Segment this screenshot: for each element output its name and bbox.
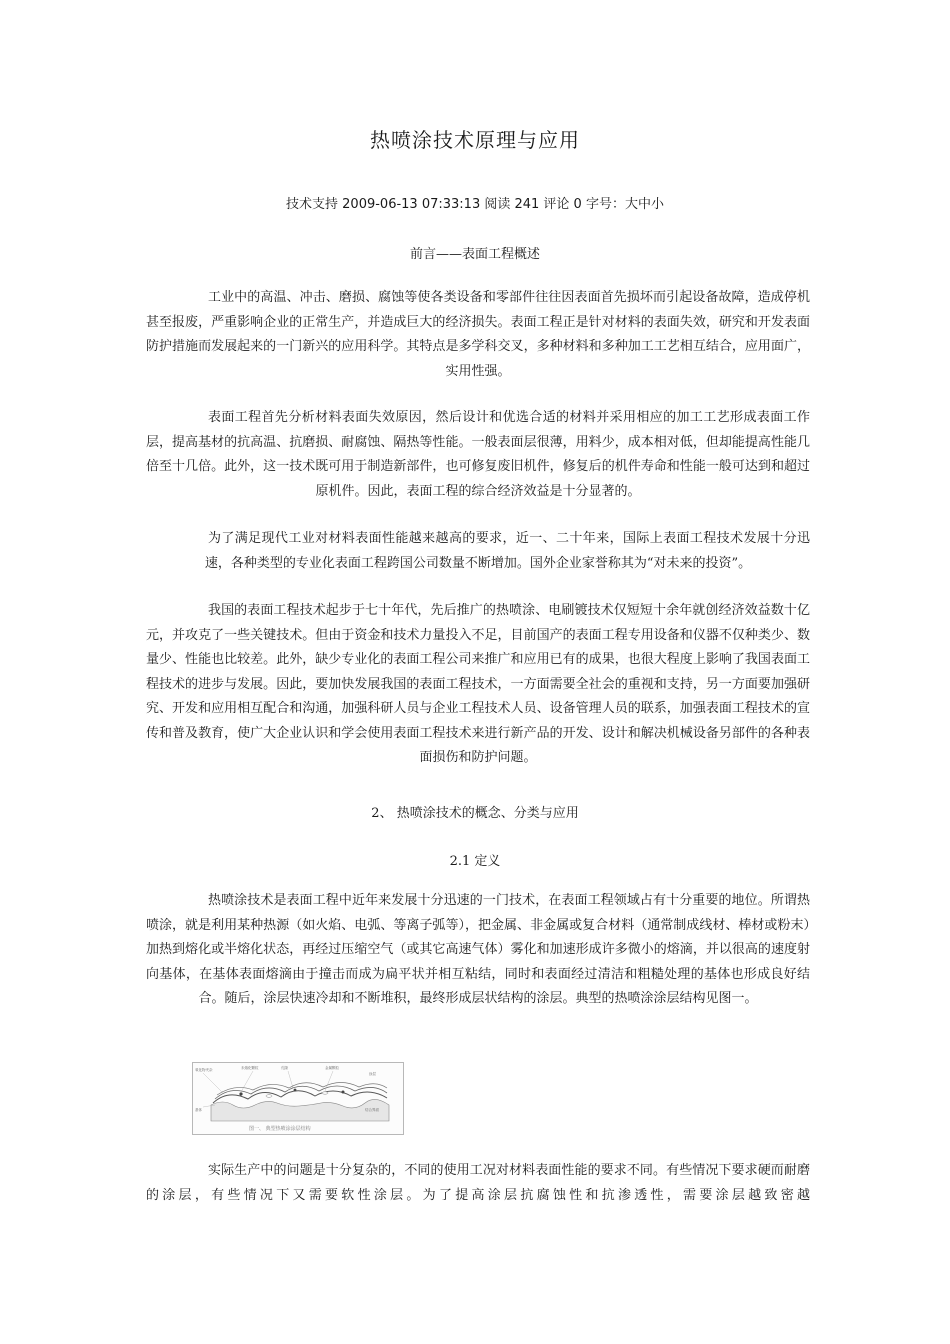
article-meta: 技术支持 2009-06-13 07:33:13 阅读 241 评论 0 字号：大中小 [286, 197, 664, 212]
paragraph-5: 热喷涂技术是表面工程中近年来发展十分迅速的一门技术，在表面工程领域占有十分重要的地位。所谓热喷涂，就是利用某种热源（如火焰、电弧、等离子弧等），把金属、非金属或复合材料（通常制成线材、棒材或粉末）加热到熔化或半熔化状态，再经过压缩空气（或其它高速气体）雾化和加速形成许多微小的熔滴，并以很高的速度射向基体，在基体表面熔滴由于撞击而成为扁平状并相互粘结，同时和表面经过清洁和粗糙处理的基体也形成良好结合。随后，涂层快速冷却和不断堆积，最终形成层状结构的涂层。典型的热喷涂涂层结构见图一。 [146, 893, 810, 1006]
paragraph-1: 工业中的高温、冲击、磨损、腐蚀等使各类设备和零部件往往因表面首先损坏而引起设备故障，造成停机甚至报废，严重影响企业的正常生产，并造成巨大的经济损失。表面工程正是针对材料的表面失效，研究和开发表面防护措施而发展起来的一门新兴的应用科学。其特点是多学科交叉，多种材料和多种加工工艺相互结合，应用面广，实用性强。 [146, 290, 810, 379]
page-title: 热喷涂技术原理与应用 [370, 128, 580, 152]
coating-structure-figure [192, 1062, 404, 1135]
paragraph-3: 为了满足现代工业对材料表面性能越来越高的要求，近一、二十年来，国际上表面工程技术发展十分迅速，各种类型的专业化表面工程跨国公司数量不断增加。国外企业家誉称其为“对未来的投资”。 [204, 531, 810, 571]
figure-label-substrate: 基体 [195, 1108, 202, 1112]
paragraph-6: 实际生产中的问题是十分复杂的，不同的使用工况对材料表面性能的要求不同。有些情况下要求硬而耐磨的涂层，有些情况下又需要软性涂层。为了提高涂层抗腐蚀性和抗渗透性，需要涂层越致密越 [146, 1163, 810, 1203]
figure-label-interface: 结合界面 [365, 1108, 379, 1112]
section-heading-preface: 前言——表面工程概述 [409, 247, 540, 262]
coating-structure-diagram [193, 1063, 403, 1134]
figure-label-oxide: 氧化物夹杂 [195, 1068, 213, 1072]
figure-label-unmelted: 未熔化颗粒 [241, 1066, 259, 1070]
paragraph-2: 表面工程首先分析材料表面失效原因，然后设计和优选合适的材料并采用相应的加工工艺形成表面工作层，提高基材的抗高温、抗磨损、耐腐蚀、隔热等性能。一般表面层很薄，用料少，成本相对低，但却能提高性能几倍至十几倍。此外，这一技术既可用于制造新部件，也可修复废旧机件，修复后的机件寿命和性能一般可达到和超过原机件。因此，表面工程的综合经济效益是十分显著的。 [146, 410, 810, 499]
figure-caption: 图一、 典型热喷涂涂层结构 [249, 1126, 311, 1132]
figure-label-pore: 孔隙 [281, 1066, 288, 1070]
figure-label-metal: 金属颗粒 [325, 1066, 339, 1070]
section-heading-2-1: 2.1 定义 [449, 854, 501, 869]
section-heading-2: 2、 热喷涂技术的概念、分类与应用 [371, 806, 579, 821]
paragraph-4: 我国的表面工程技术起步于七十年代，先后推广的热喷涂、电刷镀技术仅短短十余年就创经济效益数十亿元，并攻克了一些关键技术。但由于资金和技术力量投入不足，目前国产的表面工程专用设备和仪器不仅种类少、数量少、性能也比较差。此外，缺少专业化的表面工程公司来推广和应用已有的成果，也很大程度上影响了我国表面工程技术的进步与发展。因此，要加快发展我国的表面工程技术，一方面需要全社会的重视和支持，另一方面要加强研究、开发和应用相互配合和沟通，加强科研人员与企业工程技术人员、设备管理人员的联系，加强表面工程技术的宣传和普及教育，使广大企业认识和学会使用表面工程技术来进行新产品的开发、设计和解决机械设备另部件的各种表面损伤和防护问题。 [146, 603, 810, 765]
figure-label-coating: 涂层 [369, 1072, 376, 1076]
